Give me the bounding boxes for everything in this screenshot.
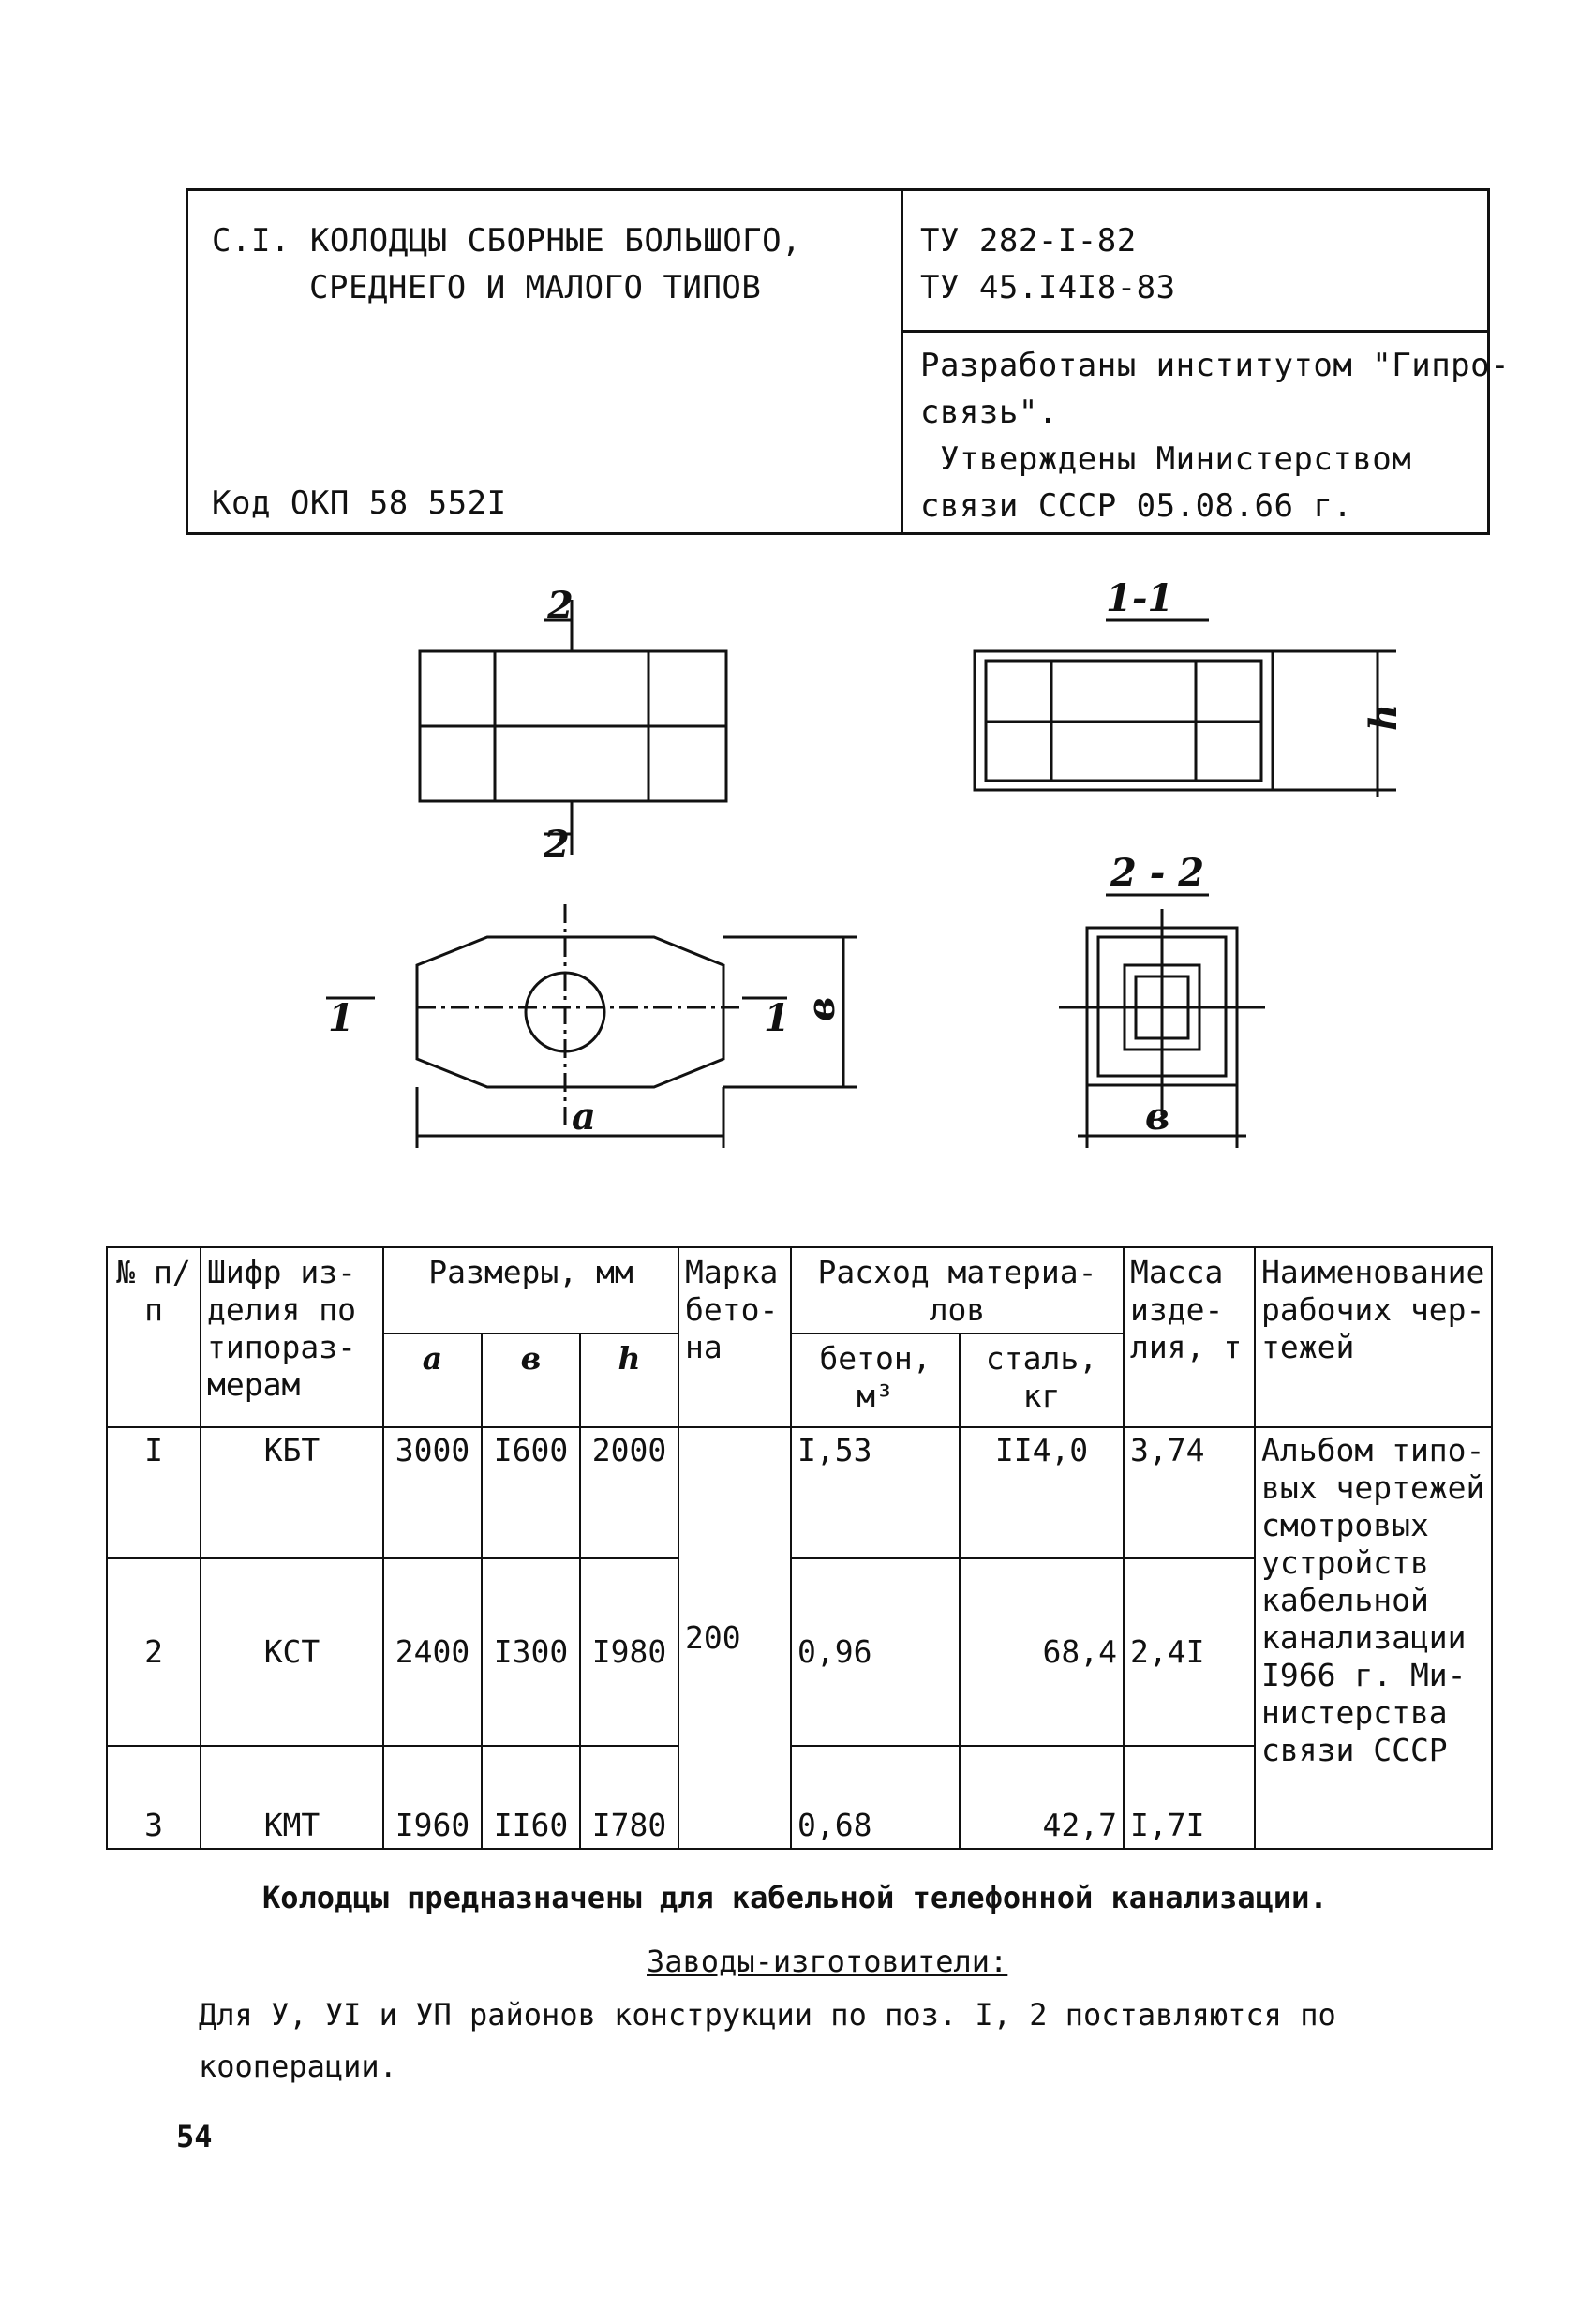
row-mass: I,7I bbox=[1124, 1746, 1255, 1849]
section-label-2-2: 2 - 2 bbox=[1110, 851, 1205, 895]
dimension-b-section: в bbox=[1145, 1095, 1170, 1139]
okp-code: Код ОКП 58 552I bbox=[212, 484, 507, 522]
row-code: КСТ bbox=[201, 1558, 383, 1746]
drawing-name: Альбом типо- вых чертежей смотровых устройств кабельной канализации I966 г. Ми- нистерства связи СССР bbox=[1255, 1427, 1492, 1849]
plan-view-top bbox=[420, 600, 726, 855]
dimension-b-plan: в bbox=[799, 996, 843, 1021]
regions-note-continued: кооперации. bbox=[199, 2048, 397, 2084]
row-concrete: 0,96 bbox=[791, 1558, 960, 1746]
dimension-a: a bbox=[572, 1095, 596, 1139]
row-size-b: I300 bbox=[482, 1558, 580, 1746]
grade-value: 200 bbox=[678, 1427, 791, 1849]
row-steel: 68,4 bbox=[960, 1558, 1124, 1746]
row-steel: 42,7 bbox=[960, 1746, 1124, 1849]
row-num: I bbox=[107, 1427, 201, 1558]
section-1-1-view bbox=[975, 620, 1396, 797]
header-divider-vertical bbox=[901, 188, 903, 535]
row-size-h: I780 bbox=[580, 1746, 678, 1849]
technical-drawings bbox=[0, 562, 1594, 1171]
regions-note: Для У, УI и УП районов конструкции по поз. I, 2 поставляются по bbox=[199, 1997, 1336, 2033]
row-num: 2 bbox=[107, 1558, 201, 1746]
header-size-h: h bbox=[580, 1333, 678, 1427]
row-size-b: II60 bbox=[482, 1746, 580, 1849]
developer-line1: Разработаны институтом "Гипро- bbox=[920, 347, 1511, 384]
header-size-b: в bbox=[482, 1333, 580, 1427]
purpose-note: Колодцы предназначены для кабельной телефонной канализации. bbox=[262, 1880, 1328, 1915]
tu-number-2: ТУ 45.I4I8-83 bbox=[920, 269, 1176, 306]
approval-line1: Утверждены Министерством bbox=[920, 440, 1412, 478]
developer-line2: связь". bbox=[920, 394, 1058, 431]
table-row bbox=[107, 1427, 1492, 1558]
specification-table bbox=[106, 1246, 1493, 1850]
row-code: КМТ bbox=[201, 1746, 383, 1849]
header-sizes: Размеры, мм bbox=[383, 1247, 678, 1333]
page-number: 54 bbox=[176, 2119, 213, 2154]
header-mass: Масса изде- лия, т bbox=[1124, 1247, 1255, 1427]
section-mark-1-right: 1 bbox=[764, 996, 790, 1040]
row-concrete: I,53 bbox=[791, 1427, 960, 1558]
manufacturers-label: Заводы-изготовители: bbox=[647, 1944, 1008, 1979]
row-size-b: I600 bbox=[482, 1427, 580, 1558]
section-mark-2-top: 2 bbox=[547, 584, 574, 628]
section-label-1-1: 1-1 bbox=[1106, 576, 1174, 620]
header-drawings: Наименование рабочих чер- тежей bbox=[1255, 1247, 1492, 1427]
row-steel: II4,0 bbox=[960, 1427, 1124, 1558]
row-mass: 2,4I bbox=[1124, 1558, 1255, 1746]
header-code: Шифр из- делия по типораз- мерам bbox=[201, 1247, 383, 1427]
section-title-line1: С.I. КОЛОДЦЫ СБОРНЫЕ БОЛЬШОГО, bbox=[212, 222, 802, 260]
row-size-a: I960 bbox=[383, 1746, 482, 1849]
header-divider-horizontal bbox=[901, 330, 1490, 333]
section-title-line2: СРЕДНЕГО И МАЛОГО ТИПОВ bbox=[309, 269, 762, 306]
row-concrete: 0,68 bbox=[791, 1746, 960, 1849]
approval-line2: связи СССР 05.08.66 г. bbox=[920, 487, 1353, 525]
tu-number-1: ТУ 282-I-82 bbox=[920, 222, 1137, 260]
header-steel: сталь, кг bbox=[960, 1333, 1124, 1427]
header-materials: Расход материа- лов bbox=[791, 1247, 1124, 1333]
header-grade: Марка бето- на bbox=[678, 1247, 791, 1427]
row-size-a: 3000 bbox=[383, 1427, 482, 1558]
header-concrete: бетон, м³ bbox=[791, 1333, 960, 1427]
section-mark-1-left: 1 bbox=[328, 996, 354, 1040]
row-size-a: 2400 bbox=[383, 1558, 482, 1746]
row-code: КБТ bbox=[201, 1427, 383, 1558]
dimension-h: h bbox=[1362, 703, 1406, 731]
row-size-h: 2000 bbox=[580, 1427, 678, 1558]
row-num: 3 bbox=[107, 1746, 201, 1849]
row-size-h: I980 bbox=[580, 1558, 678, 1746]
header-size-a: a bbox=[383, 1333, 482, 1427]
header-num: № п/п bbox=[107, 1247, 201, 1427]
section-mark-2-bottom: 2 bbox=[544, 823, 570, 867]
row-mass: 3,74 bbox=[1124, 1427, 1255, 1558]
